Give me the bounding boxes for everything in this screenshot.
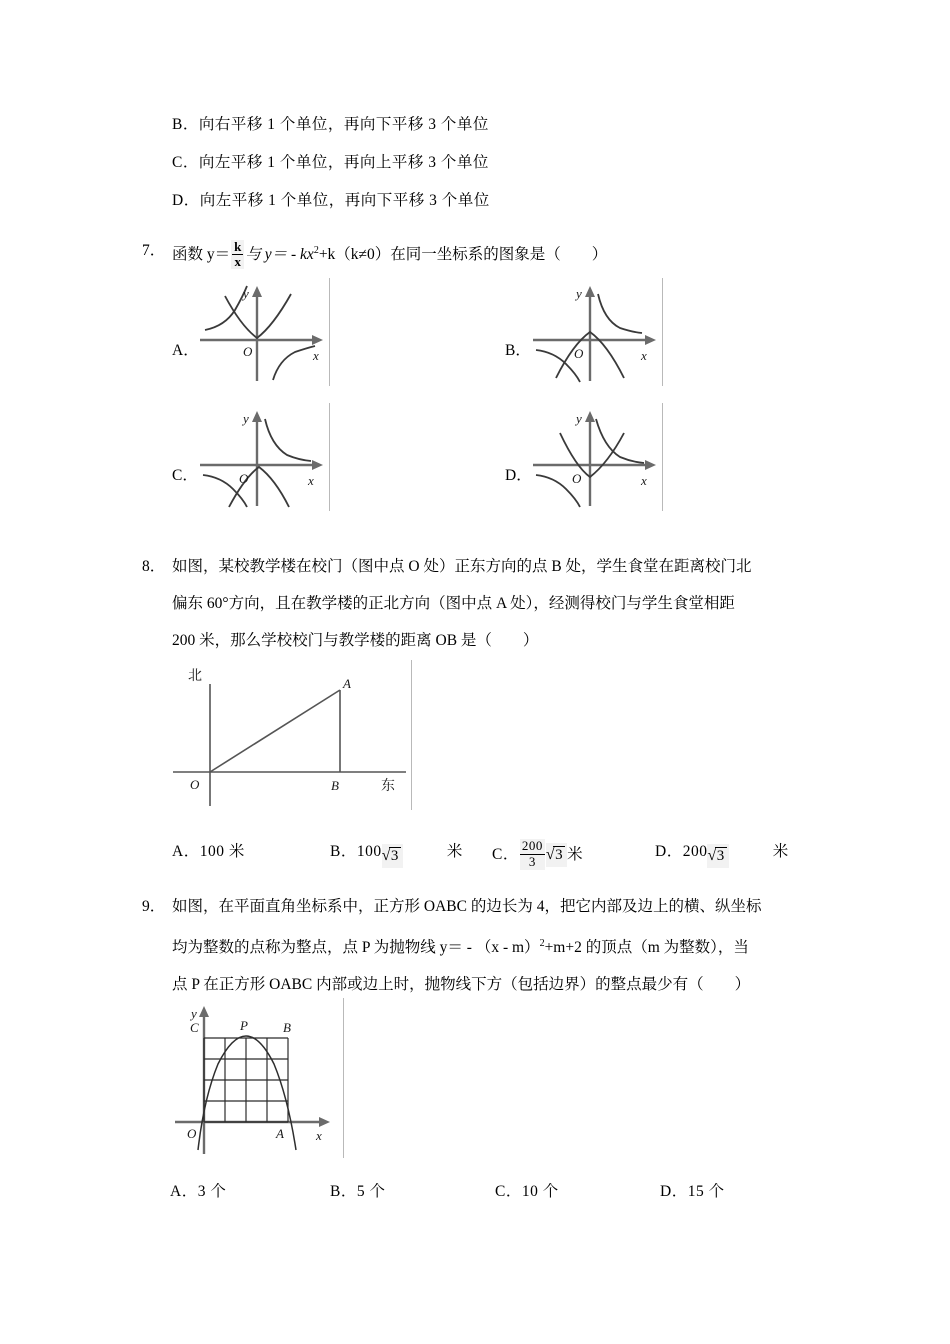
question8-line3: 200 米，那么学校校门与教学楼的距离 OB 是（ ） xyxy=(172,632,539,649)
q7-text-3: +k（k≠0）在同一坐标系的图象是（ ） xyxy=(318,246,608,264)
question8-line2: 偏东 60°方向，且在教学楼的正北方向（图中点 A 处），经测得校门与学生食堂相距 xyxy=(172,595,735,612)
option-d-label: D． xyxy=(655,843,683,860)
question8 xyxy=(142,548,824,659)
question9-figure xyxy=(170,998,345,1158)
sqrt-radicand: 3 xyxy=(555,847,564,863)
figure-frame-divider xyxy=(329,403,330,511)
y-axis-arrow xyxy=(252,286,262,297)
q9-line2-part-b: +m+2 的顶点（m 为整数），当 xyxy=(544,939,749,957)
question6-option-b: B．向右平移 1 个单位，再向下平移 3 个单位 xyxy=(172,116,489,133)
question7-stem xyxy=(172,232,822,273)
question7 xyxy=(142,232,822,273)
question8-option-b xyxy=(330,840,463,864)
figure-frame-divider xyxy=(662,403,663,511)
question8-option-c xyxy=(492,840,583,871)
option-d-value: 200 xyxy=(682,843,708,860)
sqrt-symbol: √3 xyxy=(382,844,403,868)
question6-option-d: D．向左平移 1 个单位，再向下平移 3 个单位 xyxy=(172,192,490,209)
point-p-label: P xyxy=(240,1018,248,1033)
question9-line3: 点 P 在正方形 OABC 内部或边上时，抛物线下方（包括边界）的整点最少有（ ） xyxy=(172,976,751,994)
question7-option-c-figure xyxy=(195,403,330,511)
origin-label: O xyxy=(574,346,584,361)
option-b-unit: 米 xyxy=(446,843,463,860)
question9-option-b: B．5 个 xyxy=(330,1183,386,1200)
question9-line2 xyxy=(172,925,824,966)
question7-option-b-figure xyxy=(528,278,663,386)
hyperbola-branch-q2 xyxy=(205,286,247,330)
question7-number: 7． xyxy=(142,242,166,259)
question6-option-c: C．向左平移 1 个单位，再向上平移 3 个单位 xyxy=(172,154,489,171)
option-a-label: A． xyxy=(172,843,200,860)
question7-option-d-figure xyxy=(528,403,663,511)
y-label: y xyxy=(191,1006,197,1021)
q7-exponent: 2 xyxy=(313,245,319,256)
q9-line2-part-a: 均为整数的点称为整点，点 P 为抛物线 y＝ - （x - m） xyxy=(172,939,540,957)
fraction-denominator: 3 xyxy=(520,854,545,870)
q7-text-1: 函数 y＝ xyxy=(172,246,231,264)
x-axis-arrow xyxy=(312,460,323,470)
x-axis-arrow xyxy=(312,335,323,345)
square-grid xyxy=(204,1038,288,1122)
question9-number: 9． xyxy=(142,898,166,915)
y-label: y xyxy=(576,411,582,426)
x-axis-arrow xyxy=(645,460,656,470)
fraction-numerator: 200 xyxy=(521,838,543,853)
question9-line1: 如图，在平面直角坐标系中，正方形 OABC 的边长为 4，把它内部及边上的横、纵坐标 xyxy=(172,898,762,915)
point-o-label: O xyxy=(190,777,200,792)
fraction-200-over-3 xyxy=(520,839,545,870)
question7-option-c-label: C． xyxy=(172,467,198,484)
origin-label: O xyxy=(572,471,582,486)
figure-frame-divider xyxy=(662,278,663,386)
sqrt-radicand: 3 xyxy=(716,848,725,864)
y-label: y xyxy=(576,286,582,301)
x-axis-arrow xyxy=(645,335,656,345)
fraction-denominator: x xyxy=(232,254,243,269)
figure-frame-divider xyxy=(343,998,344,1158)
x-label: x xyxy=(316,1128,322,1143)
y-axis-arrow xyxy=(585,286,595,297)
x-label: x xyxy=(641,473,647,488)
hyperbola-branch-q1 xyxy=(598,294,642,333)
x-label: x xyxy=(313,348,319,363)
hyperbola-branch-q1 xyxy=(265,419,311,461)
question8-figure xyxy=(168,660,413,810)
east-label: 东 xyxy=(381,777,395,793)
question9-option-a: A．3 个 xyxy=(170,1183,227,1200)
origin-label: O xyxy=(239,471,249,486)
question9-option-c: C．10 个 xyxy=(495,1183,559,1200)
point-o-label: O xyxy=(187,1126,197,1141)
y-axis-arrow xyxy=(199,1006,209,1017)
question7-option-a-label: A． xyxy=(172,342,199,359)
y-label: y xyxy=(243,286,249,301)
sqrt-symbol: √3 xyxy=(707,844,728,868)
y-axis-arrow xyxy=(252,411,262,422)
point-a-label: A xyxy=(276,1126,284,1141)
question7-option-b-label: B． xyxy=(505,342,531,359)
question7-option-d-label: D． xyxy=(505,467,532,484)
option-c-unit: 米 xyxy=(567,846,584,863)
question8-number: 8． xyxy=(142,558,166,575)
y-axis-arrow xyxy=(585,411,595,422)
y-label: y xyxy=(243,411,249,426)
sqrt-symbol: √3 xyxy=(546,843,567,867)
parabola-down-curve xyxy=(229,467,289,507)
option-c-label: C． xyxy=(492,846,519,863)
question9-option-d: D．15 个 xyxy=(660,1183,725,1200)
question8-line1: 如图，某校教学楼在校门（图中点 O 处）正东方向的点 B 处，学生食堂在距离校门北 xyxy=(172,558,752,575)
question8-option-d xyxy=(655,840,789,864)
point-b-label: B xyxy=(283,1020,291,1035)
q7-text-2: 与 y＝ - kx xyxy=(245,246,314,264)
point-a-label: A xyxy=(343,676,351,691)
segment-oa xyxy=(210,690,340,772)
hyperbola-branch-q4 xyxy=(273,346,315,380)
parabola-up-curve xyxy=(560,433,624,477)
x-label: x xyxy=(641,348,647,363)
north-label: 北 xyxy=(188,667,202,683)
fraction-numerator: k xyxy=(234,238,242,254)
q9-line2-exponent: 2 xyxy=(539,938,545,949)
option-d-unit: 米 xyxy=(772,843,789,860)
question8-option-a xyxy=(172,840,245,863)
question7-option-a-figure xyxy=(195,278,330,386)
question9 xyxy=(142,888,824,1003)
sqrt-radicand: 3 xyxy=(390,848,399,864)
x-axis-arrow xyxy=(319,1117,330,1127)
point-b-label: B xyxy=(331,778,339,793)
origin-label: O xyxy=(243,344,253,359)
figure-frame-divider xyxy=(411,660,412,810)
option-a-value: 100 米 xyxy=(199,843,245,860)
option-b-label: B． xyxy=(330,843,357,860)
fraction-k-over-x xyxy=(231,240,244,270)
option-b-value: 100 xyxy=(356,843,382,860)
point-c-label: C xyxy=(190,1020,199,1035)
figure-frame-divider xyxy=(329,278,330,386)
x-label: x xyxy=(308,473,314,488)
